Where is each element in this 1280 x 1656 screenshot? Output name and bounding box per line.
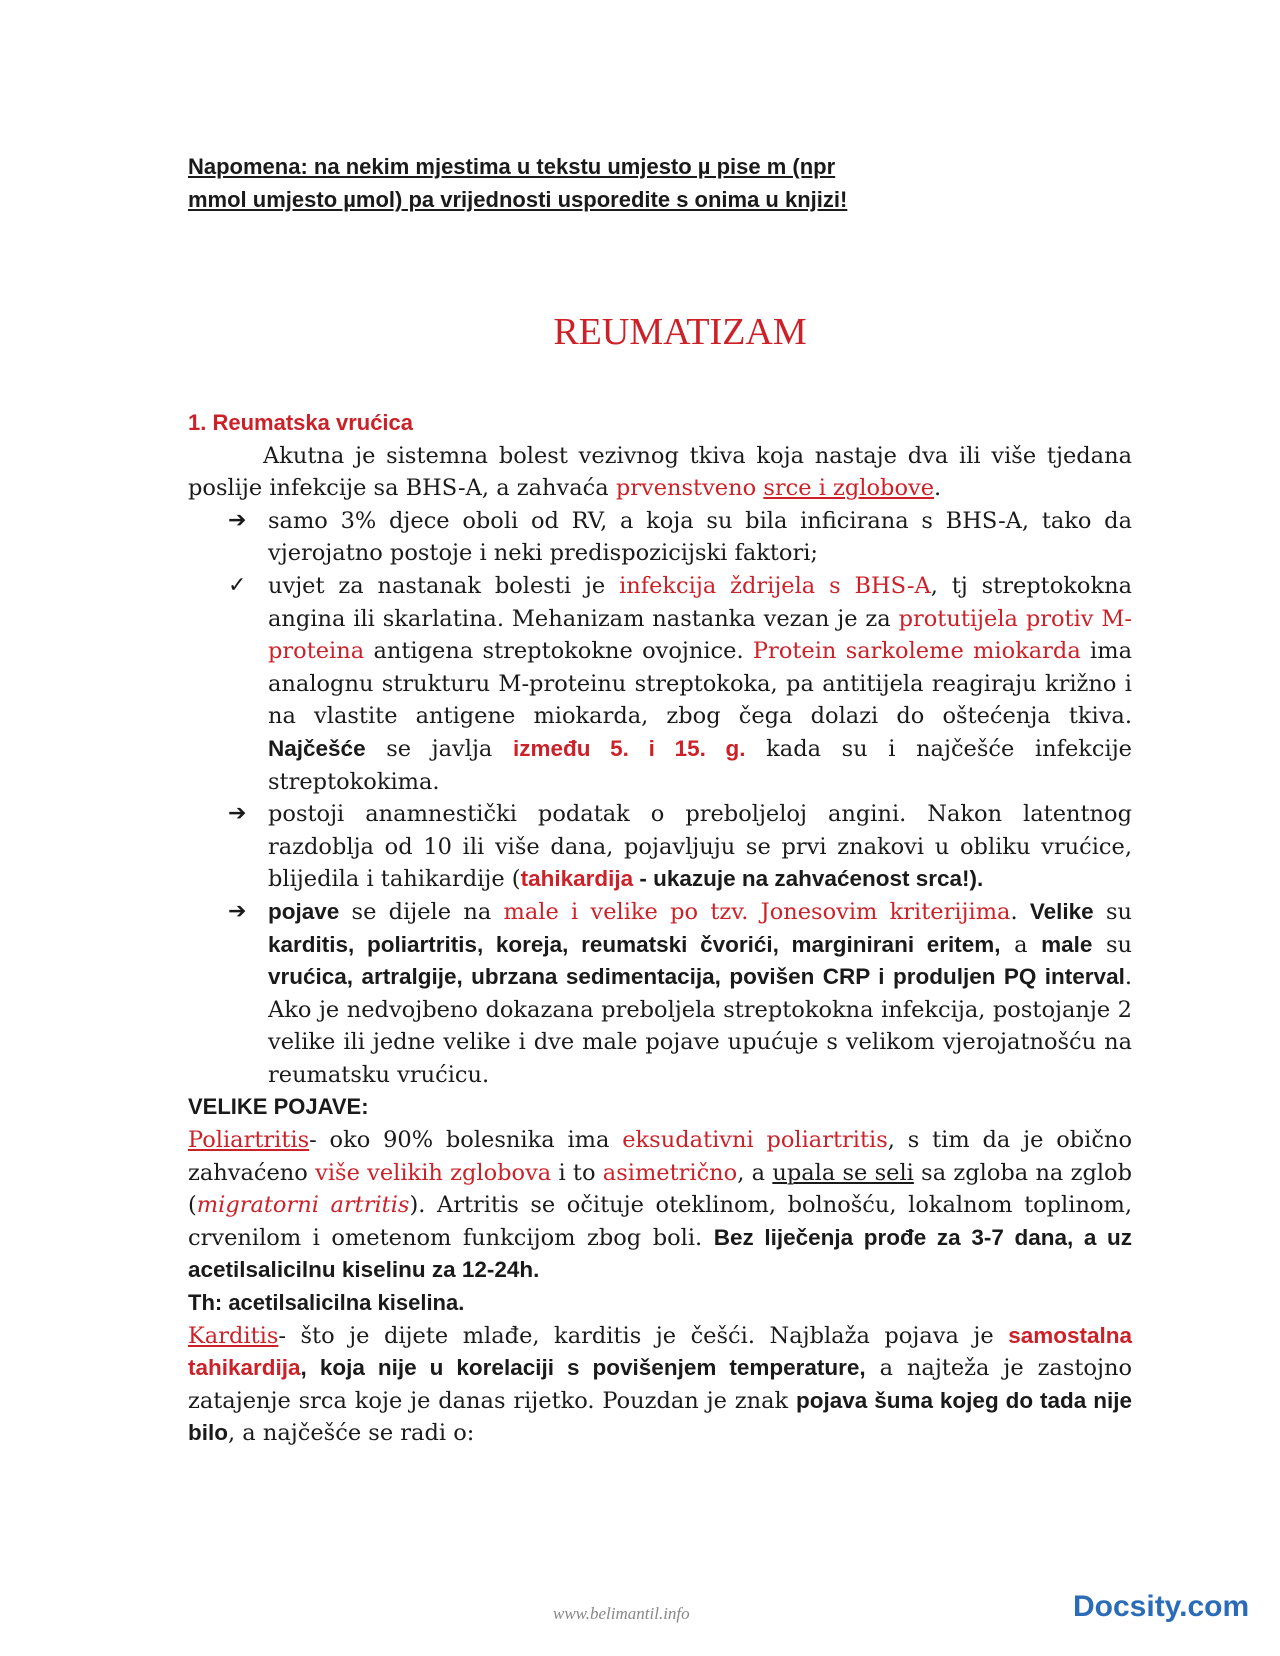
bullet-text: se dijele na: [339, 898, 504, 925]
highlight: infekcija ždrijela s BHS-A: [619, 572, 931, 599]
bold-text: pojave: [268, 898, 340, 924]
highlight-bold: između 5. i 15. g.: [512, 735, 746, 761]
text: - oko 90% bolesnika ima: [309, 1127, 623, 1154]
bold-text: pojava šuma kojeg do tada nije bilo: [188, 1387, 1132, 1446]
checkmark-icon: ✓: [228, 572, 247, 598]
page-title: REUMATIZAM: [553, 311, 807, 353]
intro-text: Akutna je sistemna bolest vezivnog tkiva koja nastaje dva ili više tjedana poslije infekcije sa BHS-A, a zahvaća: [188, 442, 1132, 502]
bold-text: vrućica, artralgije, ubrzana sedimentacija, povišen CRP i produljen PQ interval: [268, 964, 1125, 990]
document-page: [188, 150, 1133, 1447]
highlight: više velikih zglobova: [315, 1159, 552, 1186]
section-heading: 1. Reumatska vrućica: [188, 410, 414, 435]
bullet-text: su: [1093, 898, 1133, 925]
note: [188, 150, 1132, 216]
highlight-italic: migratorni artritis: [196, 1192, 410, 1219]
note-line-2: mmol umjesto µmol) pa vrijednosti usporedite s onima u knjizi!: [188, 187, 848, 212]
bold-text: Velike: [1029, 898, 1094, 924]
text: sa zgloba na zglob (: [188, 1159, 1133, 1219]
intro-underlined: srce i zglobove: [763, 475, 935, 502]
highlight-bold: samostalna tahikardija: [188, 1322, 1132, 1381]
underlined: upala se seli: [772, 1159, 914, 1186]
bullet-text: . Ako je nedvojbeno dokazana preboljela streptokokna infekcija, postojanje 2 velike ili jedne velike i dve male pojave upućuje s velikom vjerojatnošću na reumatsku vrućicu.: [268, 964, 1132, 1088]
highlight: po tzv. Jonesovim kriterijima: [657, 898, 1011, 925]
bullet-text: .: [1010, 898, 1030, 925]
text: , a: [737, 1159, 773, 1186]
text: , a najčešće se radi o:: [228, 1420, 475, 1447]
arrow-icon: ➔: [228, 507, 247, 533]
text: ). Artritis se očituje oteklinom, bolnošću, lokalnom toplinom, crvenilom i ometenom funkcijom zbog boli.: [188, 1192, 1132, 1251]
note-line-1: Napomena: na nekim mjestima u tekstu umjesto µ pise m (npr: [188, 154, 836, 179]
bold-text: karditis, poliartritis, koreja, reumatski čvorići, marginirani eritem,: [268, 931, 1001, 957]
docsity-logo: Docsity.com: [1073, 1590, 1250, 1623]
subsection-heading: VELIKE POJAVE:: [188, 1094, 369, 1120]
bullet-text: postoji anamnestički podatak o preboljeloj angini. Nakon latentnog razdoblja od 10 ili više dana, pojavljuju se prvi znakovi u obliku vrućice, blijedila i tahikardije (: [268, 801, 1132, 893]
bullet-text: su: [1092, 931, 1132, 958]
list-item: [188, 570, 1132, 798]
text: , s tim da je obično zahvaćeno: [188, 1127, 1132, 1186]
highlight-bold: tahikardija: [520, 866, 634, 892]
bullet-text: a: [1000, 931, 1042, 958]
bullet-text: samo 3% djece oboli od RV, a koja su bila inficirana s BHS-A, tako da vjerojatno postoje i neki predispozicijski faktori;: [268, 507, 1132, 567]
bold-text: Najčešće: [268, 735, 366, 761]
footer-website: www.belimantil.info: [553, 1604, 690, 1623]
bold-text: , koja nije u korelaciji s povišenjem temperature,: [300, 1355, 866, 1381]
highlight: male i velike: [503, 898, 658, 925]
highlight: eksudativni poliartritis: [622, 1127, 888, 1154]
term: Poliartritis: [188, 1127, 310, 1154]
text: i to: [551, 1159, 603, 1186]
bullet-text: kada su i najčešće infekcije streptokokima.: [268, 735, 1132, 795]
highlight: protutijela protiv M-proteina: [268, 605, 1132, 665]
term: Karditis: [188, 1322, 279, 1349]
list-item: [188, 798, 1132, 896]
bullet-text: antigena streptokokne ovojnice.: [364, 638, 753, 665]
arrow-icon: ➔: [228, 898, 247, 924]
highlight: asimetrično: [602, 1159, 738, 1186]
intro-highlight: prvenstveno: [615, 475, 757, 502]
highlight: Protein sarkoleme miokarda: [752, 638, 1081, 665]
intro-end: .: [934, 475, 942, 502]
bold-text: Bez liječenja prođe za 3-7 dana, a uz acetilsalicilnu kiselinu za 12-24h.: [188, 1224, 1132, 1283]
arrow-icon: ➔: [228, 801, 247, 827]
bold-text: male: [1041, 931, 1093, 957]
list-item: [188, 896, 1132, 1092]
list-item: [188, 505, 1132, 570]
bullet-text: uvjet za nastanak bolesti je: [268, 572, 620, 599]
text: a najteža je zastojno zatajenje srca koje je danas rijetko. Pouzdan je znak: [188, 1355, 1132, 1414]
karditis-paragraph: [188, 1320, 1132, 1450]
intro-paragraph: [188, 440, 1132, 505]
document-body: [188, 407, 1132, 1450]
text: - što je dijete mlađe, karditis je češći. Najblaža pojava je: [278, 1322, 1009, 1349]
bullet-text: se javlja: [365, 735, 513, 762]
bold-text: - ukazuje na zahvaćenost srca!).: [633, 866, 984, 892]
bullet-text: , tj streptokokna angina ili skarlatina. Mehanizam nastanka vezan je za: [268, 572, 1132, 632]
bullet-text: ima analognu strukturu M-proteinu streptokoka, pa antitijela reagiraju križno i na vlastite antigene miokarda, zbog čega dolazi do oštećenja tkiva.: [268, 638, 1132, 730]
therapy-line: Th: acetilsalicilna kiselina.: [188, 1290, 465, 1316]
poliartritis-paragraph: [188, 1124, 1132, 1287]
